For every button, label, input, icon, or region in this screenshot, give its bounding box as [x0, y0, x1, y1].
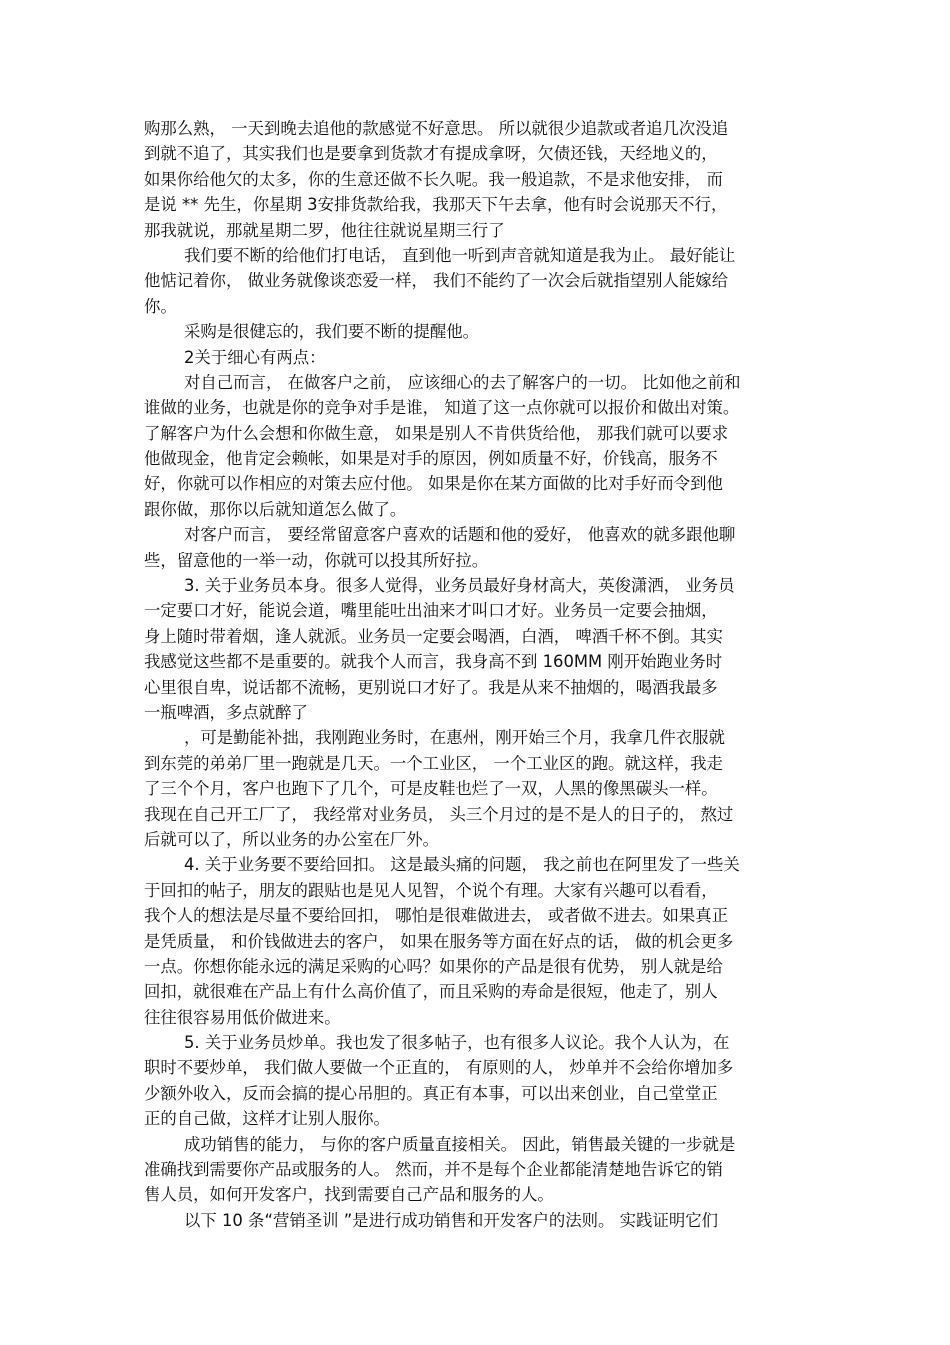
- text-line: 一定要口才好，能说会道，嘴里能吐出油来才叫口才好。业务员一定要会抽烟，: [144, 601, 718, 621]
- text-line: 到就不追了，其实我们也是要拿到货款才有提成拿呀，欠债还钱，天经地义的，: [144, 144, 718, 164]
- text-line: 我们要不断的给他们打电话， 直到他一听到声音就知道是我为止。 最好能让: [184, 245, 736, 265]
- text-line: 我感觉这些都不是重要的。就我个人而言，我身高不到 160MM 刚开始跑业务时: [144, 652, 723, 672]
- text-line: 一点。你想你能永远的满足采购的心吗？如果你的产品是很有优势， 别人就是给: [144, 956, 723, 976]
- text-line: 对客户而言， 要经常留意客户喜欢的话题和他的爱好， 他喜欢的就多跟他聊: [184, 525, 736, 545]
- text-line: 回扣，就很难在产品上有什么高价值了，而且采购的寿命是很短，他走了，别人: [144, 982, 718, 1002]
- text-line: 5. 关于业务员炒单。我也发了很多帖子，也有很多人议论。我个人认为，在: [184, 1033, 730, 1053]
- text-line: 些，留意他的一举一动，你就可以投其所好拉。: [144, 550, 489, 570]
- document-body: [144, 116, 808, 1233]
- text-line: 成功销售的能力， 与你的客户质量直接相关。 因此，销售最关键的一步就是: [184, 1134, 736, 1154]
- text-line: 以下 10 条“营销圣训 ”是进行成功销售和开发客户的法则。 实践证明它们: [184, 1210, 719, 1230]
- text-line: 跟你做，那你以后就知道怎么做了。: [144, 499, 407, 519]
- text-line: 2关于细心有两点：: [184, 347, 326, 367]
- text-line: 售人员，如何开发客户，找到需要自己产品和服务的人。: [144, 1185, 554, 1205]
- text-line: 对自己而言， 在做客户之前， 应该细心的去了解客户的一切。 比如他之前和: [184, 372, 741, 392]
- text-line: 购那么熟， 一天到晚去追他的款感觉不好意思。 所以就很少追款或者追几次没追: [144, 119, 729, 138]
- text-line: 心里很自卑，说话都不流畅，更别说口才好了。我是从来不抽烟的，喝酒我最多: [144, 677, 718, 697]
- text-line: 是凭质量， 和价钱做进去的客户， 如果在服务等方面在好点的话， 做的机会更多: [144, 931, 734, 951]
- text-line: 了解客户为什么会想和你做生意， 如果是别人不肯供货给他， 那我们就可以要求: [144, 423, 729, 443]
- text-line: 如果你给他欠的太多，你的生意还做不长久呢。我一般追款，不是求他安排， 而: [144, 169, 723, 189]
- text-line: 我个人的想法是尽量不要给回扣， 哪怕是很难做进去， 或者做不进去。如果真正: [144, 906, 729, 926]
- text-line: 你。: [144, 296, 177, 316]
- text-line: 是说 ** 先生，你星期 3安排货款给我，我那天下午去拿，他有时会说那天不行，: [144, 195, 728, 215]
- text-line: 3. 关于业务员本身。很多人觉得，业务员最好身材高大，英俊潇洒， 业务员: [184, 576, 735, 596]
- text-line: 我现在自己开工厂了， 我经常对业务员， 头三个月过的是不是人的日子的， 熬过: [144, 804, 734, 824]
- text-line: 身上随时带着烟，逢人就派。业务员一定要会喝酒，白酒， 啤酒千杯不倒。其实: [144, 626, 723, 646]
- text-line: 他惦记着你， 做业务就像谈恋爱一样， 我们不能约了一次会后就指望别人能嫁给: [144, 271, 729, 291]
- text-line: 一瓶啤酒，多点就醉了: [144, 702, 308, 722]
- text-line: 到东莞的弟弟厂里一跑就是几天。一个工业区， 一个工业区的跑。就这样，我走: [144, 753, 723, 773]
- text-line: 正的自己做，这样才让别人服你。: [144, 1109, 390, 1129]
- text-line: 了三个个月，客户也跑下了几个，可是皮鞋也烂了一双，人黑的像黑碳头一样。: [144, 779, 718, 799]
- text-line: 谁做的业务，也就是你的竞争对手是谁， 知道了这一点你就可以报价和做出对策。: [144, 398, 740, 418]
- text-line: 那我就说，那就星期二罗，他往往就说星期三行了: [144, 220, 505, 240]
- text-line: 于回扣的帖子，朋友的跟贴也是见人见智，个说个有理。大家有兴趣可以看看，: [144, 880, 718, 900]
- text-line: 少额外收入，反而会搞的提心吊胆的。真正有本事，可以出来创业，自己堂堂正: [144, 1083, 718, 1103]
- text-line: ，可是勤能补拙，我刚跑业务时，在惠州，刚开始三个月，我拿几件衣服就: [184, 728, 725, 748]
- text-line: 采购是很健忘的，我们要不断的提醒他。: [184, 322, 480, 342]
- text-line: 准确找到需要你产品或服务的人。 然而，并不是每个企业都能清楚地告诉它的销: [144, 1160, 723, 1180]
- text-line: 往往很容易用低价做进来。: [144, 1007, 341, 1027]
- text-line: 好，你就可以作相应的对策去应付他。 如果是你在某方面做的比对手好而令到他: [144, 474, 723, 494]
- text-line: 4. 关于业务要不要给回扣。 这是最头痛的问题， 我之前也在阿里发了一些关: [184, 855, 740, 875]
- text-line: 他做现金，他肯定会赖帐，如果是对手的原因，例如质量不好，价钱高，服务不: [144, 449, 718, 469]
- text-line: 职时不要炒单， 我们做人要做一个正直的， 有原则的人， 炒单并不会给你增加多: [144, 1058, 734, 1078]
- text-line: 后就可以了，所以业务的办公室在厂外。: [144, 829, 440, 849]
